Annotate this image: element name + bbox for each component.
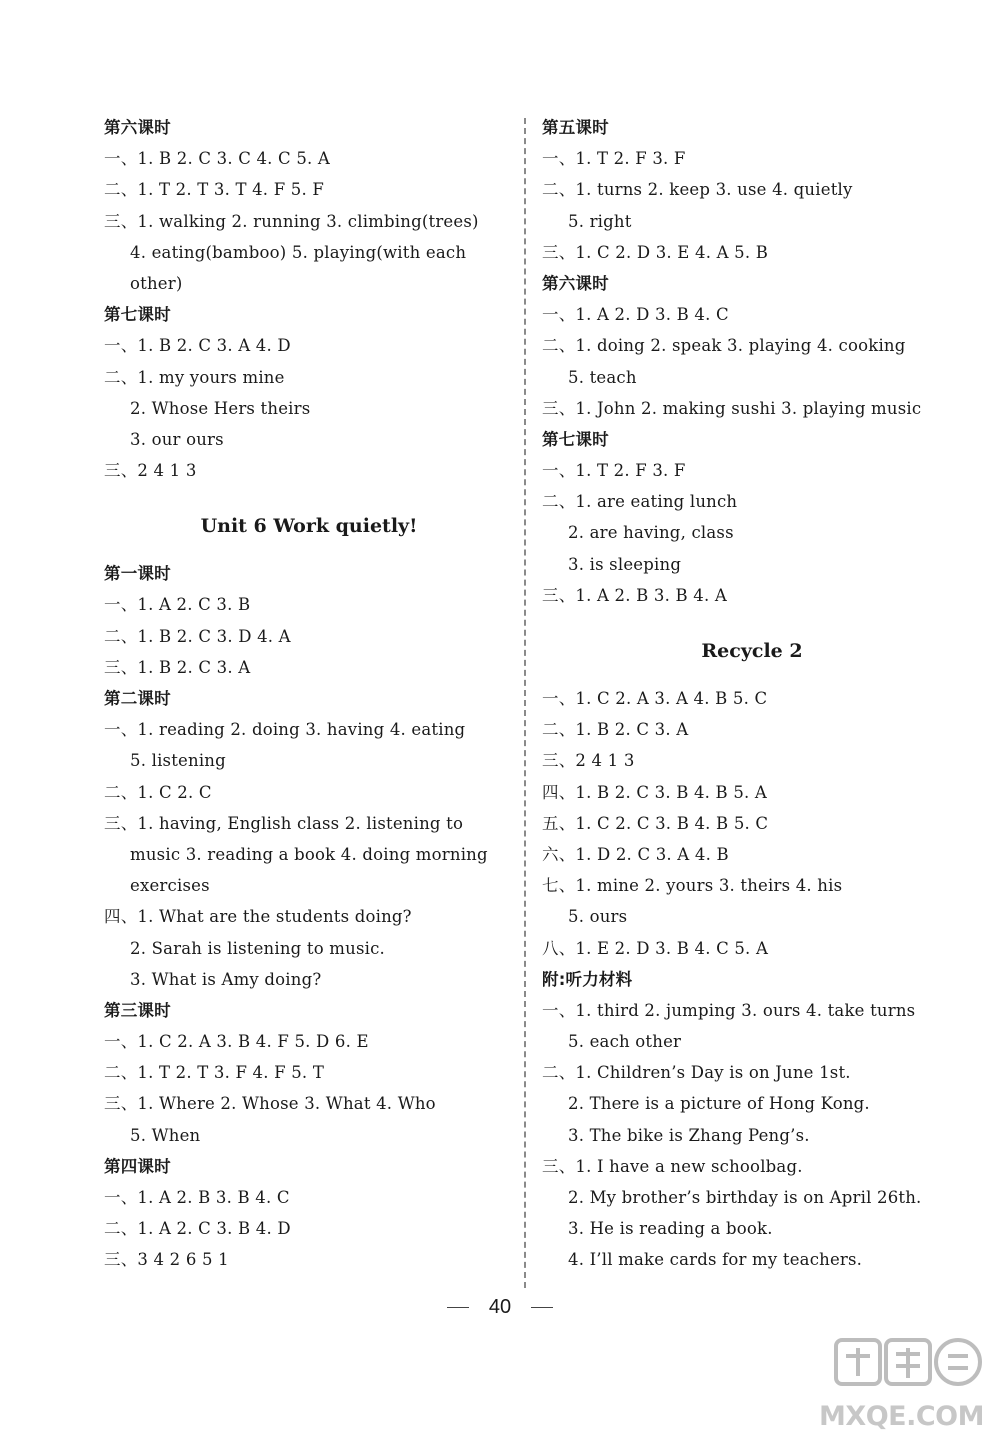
section-heading: 第七课时: [104, 305, 171, 325]
answer-line: 5. each other: [568, 1032, 682, 1052]
answer-line: 四、1. What are the students doing?: [104, 907, 412, 927]
answer-line: 2. Whose Hers theirs: [130, 398, 311, 418]
section-heading: 第六课时: [542, 273, 609, 293]
answer-line: 二、1. T 2. T 3. F 4. F 5. T: [104, 1063, 325, 1083]
answer-line: 二、1. T 2. T 3. T 4. F 5. F: [104, 180, 325, 200]
footer-dash-left: [447, 1307, 469, 1308]
answer-line: 一、1. B 2. C 3. A 4. D: [104, 336, 291, 356]
answer-line: 二、1. my yours mine: [104, 367, 285, 387]
section-heading: 第七课时: [542, 429, 609, 449]
answer-line: 三、1. I have a new schoolbag.: [542, 1156, 803, 1176]
answer-line: 一、1. third 2. jumping 3. ours 4. take turns: [542, 1000, 916, 1020]
answer-line: 一、1. B 2. C 3. C 4. C 5. A: [104, 149, 331, 169]
answer-line: other): [130, 273, 183, 293]
section-heading: 第六课时: [104, 118, 171, 137]
answer-line: 三、1. walking 2. running 3. climbing(trees): [104, 211, 479, 231]
answer-line: 3. our ours: [130, 429, 224, 449]
answer-line: 二、1. B 2. C 3. D 4. A: [104, 626, 291, 646]
section-heading: 第四课时: [104, 1156, 171, 1176]
answer-line: music 3. reading a book 4. doing morning: [130, 844, 488, 864]
section-heading: 第二课时: [104, 689, 171, 708]
answer-line: 一、1. A 2. D 3. B 4. C: [542, 305, 729, 325]
answer-line: 5. teach: [568, 367, 637, 387]
watermark: [819, 1336, 984, 1432]
section-heading: 第五课时: [542, 118, 609, 137]
answer-line: 三、2 4 1 3: [104, 461, 197, 481]
answer-line: 三、1. B 2. C 3. A: [104, 657, 251, 677]
answer-line: 三、1. C 2. D 3. E 4. A 5. B: [542, 242, 769, 262]
footer-dash-right: [531, 1307, 553, 1308]
left-column: [104, 112, 514, 1276]
answer-line: 一、1. A 2. B 3. B 4. C: [104, 1188, 290, 1207]
answer-line: 三、2 4 1 3: [542, 751, 635, 771]
answer-line: exercises: [130, 876, 210, 896]
answer-line: 二、1. doing 2. speak 3. playing 4. cooking: [542, 336, 906, 356]
answer-line: 三、1. John 2. making sushi 3. playing music: [542, 398, 922, 418]
answer-line: 5. ours: [568, 907, 628, 927]
right-column: [542, 112, 962, 1276]
answer-line: 一、1. C 2. A 3. B 4. F 5. D 6. E: [104, 1032, 369, 1052]
answer-line: 一、1. reading 2. doing 3. having 4. eating: [104, 720, 466, 740]
answer-line: 八、1. E 2. D 3. B 4. C 5. A: [542, 938, 769, 958]
page-footer: [0, 1296, 1000, 1319]
answer-line: 3. What is Amy doing?: [130, 969, 322, 989]
answer-line: 5. listening: [130, 751, 226, 771]
answer-line: 一、1. T 2. F 3. F: [542, 149, 686, 169]
answer-line: 三、1. having, English class 2. listening to: [104, 813, 464, 833]
answer-line: 二、1. A 2. C 3. B 4. D: [104, 1219, 291, 1239]
answer-line: 一、1. C 2. A 3. A 4. B 5. C: [542, 689, 768, 708]
answer-line: 四、1. B 2. C 3. B 4. B 5. A: [542, 782, 768, 802]
answer-line: 二、1. Children’s Day is on June 1st.: [542, 1063, 851, 1083]
answer-line: 一、1. T 2. F 3. F: [542, 461, 686, 481]
answer-line: 二、1. are eating lunch: [542, 492, 738, 512]
answer-line: 2. are having, class: [568, 523, 734, 543]
answer-line: 七、1. mine 2. yours 3. theirs 4. his: [542, 876, 843, 896]
answer-line: 三、1. A 2. B 3. B 4. A: [542, 585, 727, 605]
unit-title: Unit 6 Work quietly!: [200, 515, 418, 538]
answer-line: 5. When: [130, 1125, 201, 1145]
column-divider: [524, 118, 526, 1288]
answer-line: 二、1. C 2. C: [104, 782, 212, 802]
answer-line: 2. Sarah is listening to music.: [130, 938, 385, 958]
watermark-text: MXQE.COM: [819, 1401, 984, 1432]
answer-line: 2. My brother’s birthday is on April 26th.: [568, 1188, 922, 1207]
answer-line: 3. The bike is Zhang Peng’s.: [568, 1125, 810, 1145]
watermark-logo-icon: [834, 1336, 984, 1392]
answer-line: 三、3 4 2 6 5 1: [104, 1250, 229, 1270]
answer-line: 4. eating(bamboo) 5. playing(with each: [130, 242, 467, 262]
answer-line: 3. He is reading a book.: [568, 1219, 773, 1239]
answer-line: 五、1. C 2. C 3. B 4. B 5. C: [542, 813, 769, 833]
unit-title: Recycle 2: [701, 640, 803, 662]
answer-line: 二、1. B 2. C 3. A: [542, 720, 689, 740]
section-heading: 第一课时: [104, 564, 171, 584]
answer-line: 5. right: [568, 211, 632, 231]
answer-line: 三、1. Where 2. Whose 3. What 4. Who: [104, 1094, 436, 1114]
section-heading: 第三课时: [104, 1000, 171, 1020]
answer-line: 3. is sleeping: [568, 554, 682, 574]
page-number: 40: [488, 1296, 512, 1318]
answer-line: 一、1. A 2. C 3. B: [104, 595, 251, 615]
answer-line: 2. There is a picture of Hong Kong.: [568, 1094, 870, 1114]
answer-line: 六、1. D 2. C 3. A 4. B: [542, 844, 729, 864]
answer-line: 二、1. turns 2. keep 3. use 4. quietly: [542, 180, 853, 200]
answer-line: 4. I’ll make cards for my teachers.: [568, 1250, 863, 1270]
section-heading: 附:听力材料: [542, 969, 633, 989]
